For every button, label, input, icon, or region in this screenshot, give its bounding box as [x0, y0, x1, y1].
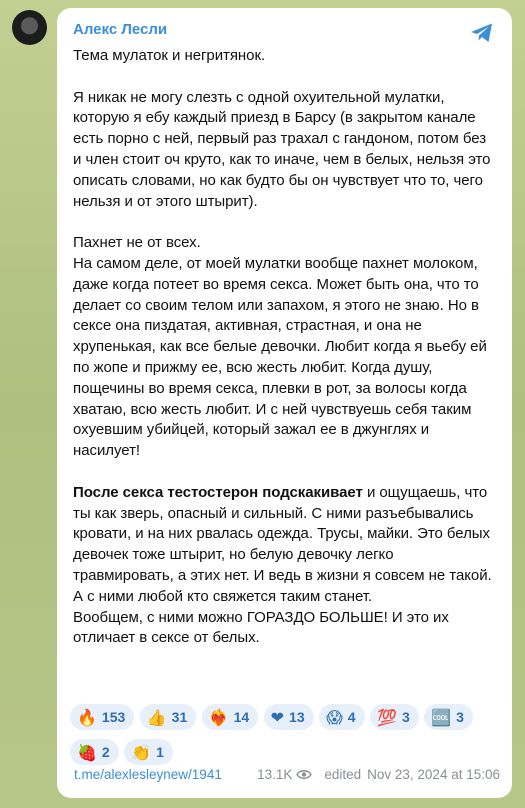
reaction-count: 4 [347, 709, 356, 725]
reaction-count: 2 [101, 744, 110, 760]
channel-avatar[interactable] [12, 10, 47, 45]
reaction-hundred[interactable] [370, 704, 419, 730]
reaction-scream[interactable] [319, 704, 364, 730]
strawberry-icon: 🍓 [77, 742, 97, 762]
fire-icon: 🔥 [77, 707, 97, 727]
reactions-bar [70, 704, 500, 774]
edited-label: edited [324, 767, 362, 782]
post-paragraph-3: и ощущаешь, что ты как зверь, опасный и сильный. С ними разъебывались кровати, и на них рвалась одежда. Трусы, майки. Это белых девочек тоже штырит, но белую девочку легко травмировать, а этих нет. И ведь в жизни я совсем не такой. А с ними любой кто свяжется таким станет. Вообщем, с ними можно ГОРАЗДО БОЛЬШЕ! И это их отличает в сексе от белых. [73, 483, 492, 647]
reaction-cool[interactable] [424, 704, 473, 730]
heart-icon: ❤ [270, 707, 285, 727]
post-bubble [57, 8, 512, 798]
reaction-thumbs-up[interactable] [140, 704, 197, 730]
author-name[interactable]: Алекс Лесли [73, 21, 168, 38]
reaction-count: 14 [233, 709, 250, 725]
views-counter [257, 767, 312, 782]
clapping-hands-icon: 👏 [131, 742, 152, 762]
reaction-fire[interactable] [70, 704, 134, 730]
reaction-count: 153 [101, 709, 126, 725]
reaction-count: 3 [401, 709, 410, 725]
thumbs-up-icon: 👍 [146, 707, 167, 727]
post-paragraph-1: Я никак не могу слезть с одной охуительной мулатки, которую я ебу каждый приезд в Барсу (в закрытом канале есть порно с ней, первый раз трахал с гандоном, потом без и член стоит оч круто, как то иначе, чем в белых, нельзя это описать словами, но как будто бы он чувствует что то, чего нельзя и от этого штырит). [73, 88, 495, 210]
views-count: 13.1K [257, 767, 293, 782]
reaction-count: 13 [289, 709, 305, 725]
post-footer [74, 767, 500, 782]
post-link[interactable]: t.me/alexlesleynew/1941 [74, 767, 222, 782]
scream-face-icon: 😱 [326, 707, 343, 727]
reaction-heart-on-fire[interactable] [202, 704, 259, 730]
reaction-strawberry[interactable] [70, 739, 119, 765]
post-title: Тема мулаток и негритянок. [73, 47, 266, 64]
reaction-clap[interactable] [124, 739, 173, 765]
post-paragraph-2: Пахнет не от всех. На самом деле, от моей мулатки вообще пахнет молоком, даже когда потеет во время секса. Может быть она, что то делает со своим телом или запахом, я этого не знаю. Но в сексе она пиздатая, активная, страстная, и она не хрупенькая, как все белые девочки. Любит когда я вьебу ей по жопе и прижму ее, всю жесть любит. Когда душу, пощечины во время секса, плевки в рот, за волосы когда хватаю, всю жесть любит. И с ней чувствуешь себя таким охуевшим убийцей, который зажал ее в джунглях и насилует! [73, 234, 487, 460]
reaction-count: 3 [456, 709, 464, 725]
reaction-count: 1 [156, 744, 164, 760]
reaction-heart[interactable] [264, 704, 314, 730]
telegram-plane-icon[interactable] [470, 22, 494, 44]
hundred-points-icon: 💯 [377, 707, 397, 727]
post-text [73, 46, 496, 649]
eye-icon [296, 769, 312, 780]
post-date: Nov 23, 2024 at 15:06 [367, 767, 500, 782]
cool-button-icon: 🆒 [431, 707, 452, 727]
post-bold-phrase: После секса тестостерон подскакивает [73, 483, 363, 501]
heart-on-fire-icon: ❤‍🔥 [208, 707, 229, 727]
reaction-count: 31 [171, 709, 188, 725]
